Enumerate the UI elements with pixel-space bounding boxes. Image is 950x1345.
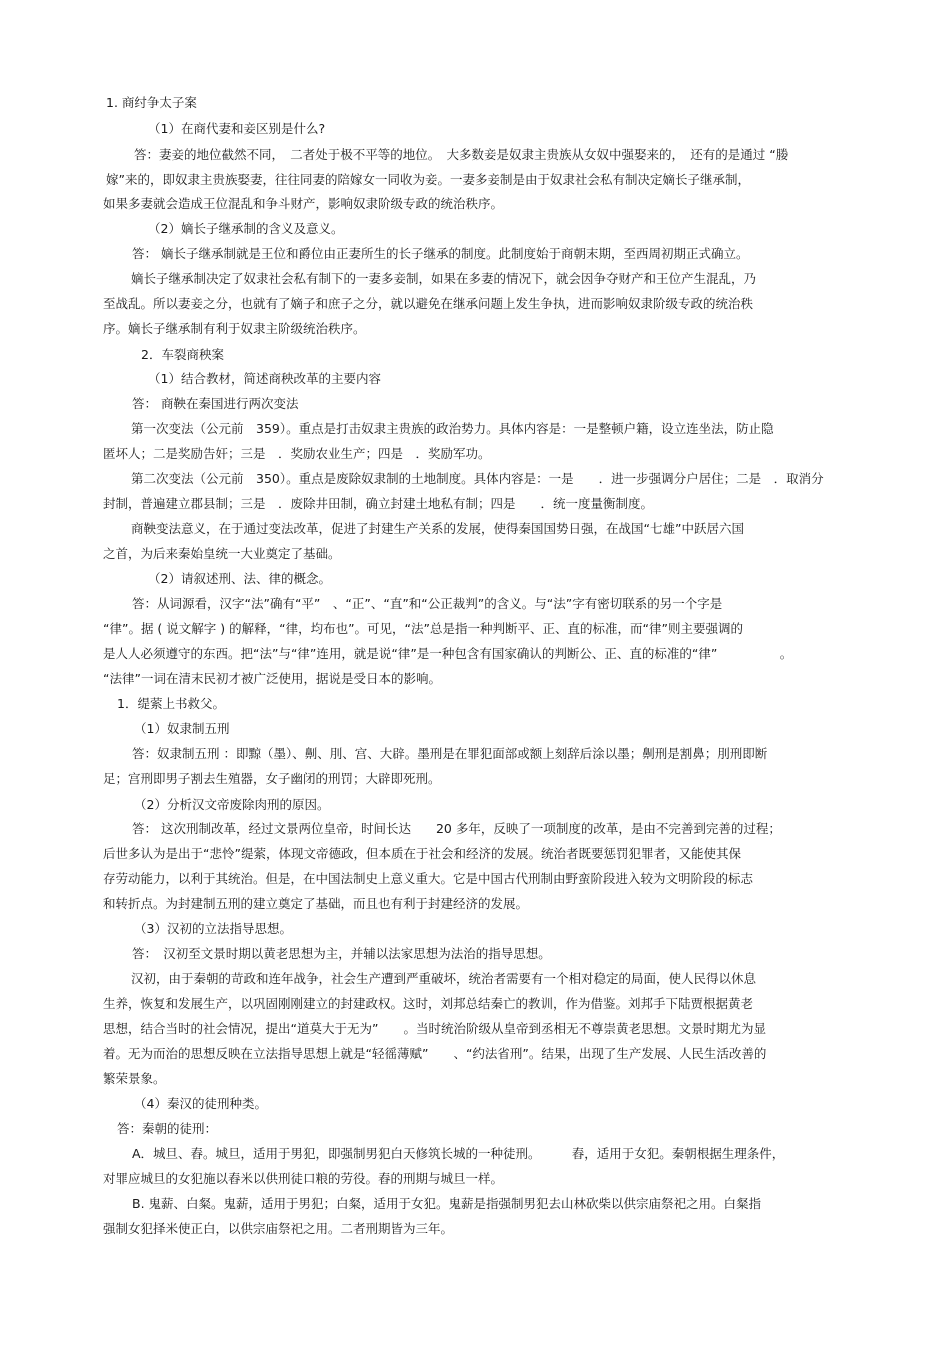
body-line: 匿坏人；二是奖励告奸；三是 ．奖励农业生产；四是 ．奖励军功。: [103, 446, 491, 461]
question: （4）秦汉的徒刑种类。: [134, 1096, 267, 1111]
answer-line: 答： 商鞅在秦国进行两次变法: [132, 396, 299, 411]
body-line: 之首，为后来秦始皇统一大业奠定了基础。: [103, 546, 341, 561]
body-line: 汉初，由于秦朝的苛政和连年战争，社会生产遭到严重破坏，统治者需要有一个相对稳定的局面，使人民得以休息: [131, 971, 757, 986]
body-line: 序。嫡长子继承制有利于奴隶主阶级统治秩序。: [103, 321, 366, 336]
body-line: 至战乱。所以妻妾之分，也就有了嫡子和庶子之分，就以避免在继承问题上发生争执，进而影响奴隶阶级专政的统治秩: [103, 296, 754, 311]
answer-line: 答：从词源看，汉字“法”确有“平” 、“正”、“直”和“公正裁判”的含义。与“法”字有密切联系的另一个字是: [132, 596, 723, 611]
body-line: 后世多认为是出于“悲怜”缇萦，体现文帝德政，但本质在于社会和经济的发展。统治者既要惩罚犯罪者，又能使其保: [103, 846, 741, 861]
answer-line: 答：妻妾的地位截然不同， 二者处于极不平等的地位。 大多数妾是奴隶主贵族从女奴中强娶来的， 还有的是通过 “媵: [134, 147, 789, 162]
case-heading: 1．缇萦上书救父。: [117, 696, 225, 711]
case-heading: 2．车裂商秧案: [141, 347, 224, 362]
body-line: 思想，结合当时的社会情况，提出“道莫大于无为” 。当时统治阶级从皇帝到丞相无不尊崇黄老思想。文景时期尤为显: [103, 1021, 766, 1036]
body-line: 存劳动能力，以利于其统治。但是，在中国法制史上意义重大。它是中国古代刑制由野蛮阶段进入较为文明阶段的标志: [103, 871, 754, 886]
answer-line: 答： 这次刑制改革，经过文景两位皇帝，时间长达 20 多年，反映了一项制度的改革，是由不完善到完善的过程；: [132, 821, 781, 836]
question: （3）汉初的立法指导思想。: [134, 921, 292, 936]
answer-line: 答：奴隶制五刑 ：即黥（墨）、劓、刖、宫、大辟。墨刑是在罪犯面部或额上刻辞后涂以墨；劓刑是割鼻；刖刑即断: [132, 746, 768, 761]
body-line: 对罪应城旦的女犯施以舂米以供刑徒口粮的劳役。舂的刑期与城旦一样。: [103, 1171, 504, 1186]
body-line: 和转折点。为封建制五刑的建立奠定了基础，而且也有利于封建经济的发展。: [103, 896, 529, 911]
body-line: 第二次变法（公元前 350）。重点是废除奴隶制的土地制度。具体内容是：一是 ．进一步强调分户居住；二是 ．取消分: [131, 471, 824, 486]
body-line: 繁荣景象。: [103, 1071, 166, 1086]
body-line: 嫡长子继承制决定了奴隶社会私有制下的一妻多妾制，如果在多妻的情况下，就会因争夺财产和王位产生混乱，乃: [131, 271, 757, 286]
body-line: 第一次变法（公元前 359）。重点是打击奴隶主贵族的政治势力。具体内容是：一是整顿户籍，设立连坐法，防止隐: [131, 421, 774, 436]
body-line: “律”。据 ( 说文解字 ) 的解释，“律，均布也”。可见，“法”总是指一种判断平、正、直的标准，而“律”则主要强调的: [103, 621, 743, 636]
answer-line: 答： 汉初至文景时期以黄老思想为主，并辅以法家思想为法治的指导思想。: [132, 946, 551, 961]
answer-line: 答：秦朝的徒刑：: [117, 1121, 218, 1136]
body-line: 封制，普遍建立郡县制；三是 ．废除井田制，确立封建土地私有制；四是 ．统一度量衡制度。: [103, 496, 654, 511]
question: （2）嫡长子继承制的含义及意义。: [148, 221, 344, 236]
question: （1）结合教材，简述商秧改革的主要内容: [148, 371, 381, 386]
question: （1）在商代妻和妾区别是什么?: [148, 121, 326, 136]
body-line: 如果多妻就会造成王位混乱和争斗财产，影响奴隶阶级专政的统治秩序。: [103, 196, 504, 211]
body-line: 是人人必须遵守的东西。把“法”与“律”连用，就是说“律”是一种包含有国家确认的判断公、正、直的标准的“律” 。: [103, 646, 793, 661]
body-line: B. 鬼薪、白粲。鬼薪，适用于男犯；白粲，适用于女犯。鬼薪是指强制男犯去山林砍柴以供宗庙祭祀之用。白粲指: [132, 1196, 762, 1211]
body-line: 着。无为而治的思想反映在立法指导思想上就是“轻徭薄赋” 、“约法省刑”。结果，出现了生产发展、人民生活改善的: [103, 1046, 767, 1061]
body-line: 足；宫刑即男子割去生殖器，女子幽闭的刑罚；大辟即死刑。: [103, 771, 441, 786]
answer-line: 答： 嫡长子继承制就是王位和爵位由正妻所生的长子继承的制度。此制度始于商朝末期，至西周初期正式确立。: [132, 246, 749, 261]
body-line: “法律”一词在清末民初才被广泛使用，据说是受日本的影响。: [103, 671, 441, 686]
body-line: 强制女犯择米使正白，以供宗庙祭祀之用。二者刑期皆为三年。: [103, 1221, 454, 1236]
question: （1）奴隶制五刑: [134, 721, 230, 736]
case-heading: 1. 商纣争太子案: [106, 95, 197, 110]
body-line: 嫁”来的，即奴隶主贵族娶妻，往往同妻的陪嫁女一同收为妾。一妻多妾制是由于奴隶社会私有制决定嫡长子继承制，: [106, 172, 750, 187]
body-line: 商鞅变法意义，在于通过变法改革，促进了封建生产关系的发展，使得秦国国势日强，在战国“七雄”中跃居六国: [131, 521, 744, 536]
body-line: A．城旦、舂。城旦，适用于男犯，即强制男犯白天修筑长城的一种徒刑。 舂，适用于女犯。秦朝根据生理条件，: [132, 1146, 785, 1161]
question: （2）请叙述刑、法、律的概念。: [148, 571, 331, 586]
body-line: 生养，恢复和发展生产，以巩固刚刚建立的封建政权。这时，刘邦总结秦亡的教训，作为借鉴。刘邦手下陆贾根据黄老: [103, 996, 754, 1011]
question: （2）分析汉文帝废除肉刑的原因。: [134, 797, 330, 812]
